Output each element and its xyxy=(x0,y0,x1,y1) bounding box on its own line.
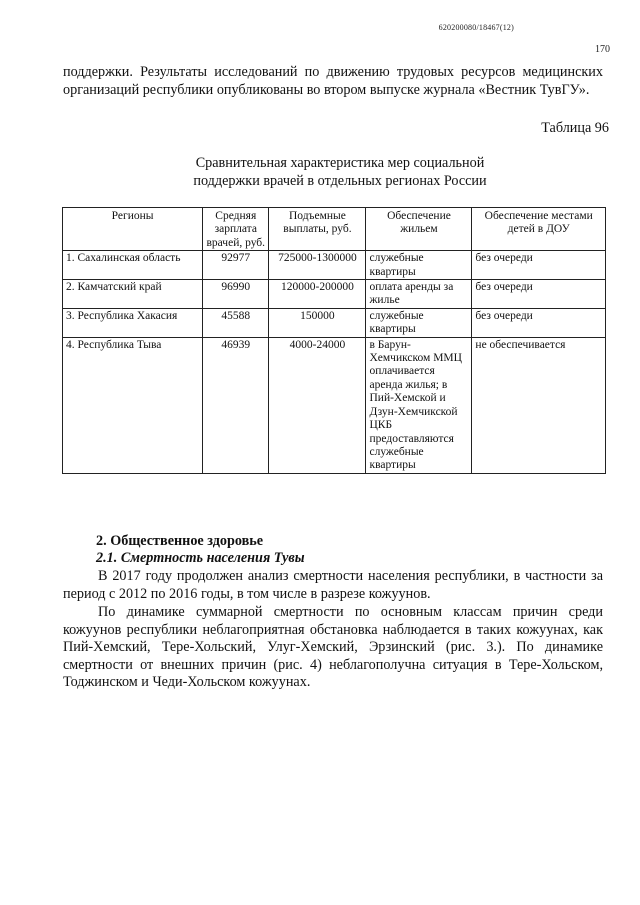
header-housing: Обеспечение жильем xyxy=(366,208,472,251)
table-row xyxy=(63,337,606,473)
cell-kindergarten: не обеспечивается xyxy=(472,337,606,473)
cell-lift-payments: 725000-1300000 xyxy=(269,251,366,280)
table-title xyxy=(150,154,530,190)
cell-housing: оплата аренды за жилье xyxy=(366,280,472,309)
body-paragraph-1: В 2017 году продолжен анализ смертности населения республики, в частности за период с 2012 по 2016 годы, в том числе в разрезе кожуунов. xyxy=(63,568,603,602)
table-title-line-2: поддержки врачей в отдельных регионах России xyxy=(193,173,487,189)
header-kindergarten: Обеспечение местами детей в ДОУ xyxy=(472,208,606,251)
cell-housing: служебные квартиры xyxy=(366,308,472,337)
section-heading: 2. Общественное здоровье xyxy=(96,533,264,549)
support-measures-table xyxy=(62,207,606,474)
body-paragraph-2: По динамике суммарной смертности по основным классам причин среди кожуунов республики неблагоприятная обстановка наблюдается в таких кожуунах, как Пий-Хемский, Тере-Хольский, Улуг-Хемский, Эрзинский (рис. 3.). По динамике смертности от внешних причин (рис. 4) неблагополучна ситуация в Тере-Хольском, Тоджинском и Чеди-Хольском кожуунах. xyxy=(63,604,603,691)
cell-kindergarten: без очереди xyxy=(472,251,606,280)
subsection-heading: 2.1. Смертность населения Тувы xyxy=(96,550,305,566)
cell-lift-payments: 4000-24000 xyxy=(269,337,366,473)
header-salary: Средняя зарплата врачей, руб. xyxy=(203,208,269,251)
cell-kindergarten: без очереди xyxy=(472,308,606,337)
cell-region: 4. Республика Тыва xyxy=(63,337,203,473)
header-region: Регионы xyxy=(63,208,203,251)
intro-paragraph: поддержки. Результаты исследований по движению трудовых ресурсов медицинских организаций республики опубликованы во втором выпуске журнала «Вестник ТувГУ». xyxy=(63,64,603,98)
table-row xyxy=(63,251,606,280)
table-row xyxy=(63,308,606,337)
cell-lift-payments: 150000 xyxy=(269,308,366,337)
table-caption: Таблица 96 xyxy=(541,120,609,136)
cell-housing: в Барун-Хемчикском ММЦ оплачивается аренда жилья; в Пий-Хемской и Дзун-Хемчикской ЦКБ предоставляются служебные квартиры xyxy=(366,337,472,473)
cell-region: 1. Сахалинская область xyxy=(63,251,203,280)
document-id: 620200080/18467(12) xyxy=(438,23,514,32)
page-number: 170 xyxy=(595,44,610,55)
cell-lift-payments: 120000-200000 xyxy=(269,280,366,309)
cell-salary: 45588 xyxy=(203,308,269,337)
cell-region: 3. Республика Хакасия xyxy=(63,308,203,337)
table-row xyxy=(63,280,606,309)
header-lift-payments: Подъемные выплаты, руб. xyxy=(269,208,366,251)
cell-housing: служебные квартиры xyxy=(366,251,472,280)
table-header-row xyxy=(63,208,606,251)
cell-salary: 92977 xyxy=(203,251,269,280)
table-title-line-1: Сравнительная характеристика мер социальной xyxy=(195,155,485,171)
cell-salary: 96990 xyxy=(203,280,269,309)
cell-salary: 46939 xyxy=(203,337,269,473)
cell-kindergarten: без очереди xyxy=(472,280,606,309)
cell-region: 2. Камчатский край xyxy=(63,280,203,309)
